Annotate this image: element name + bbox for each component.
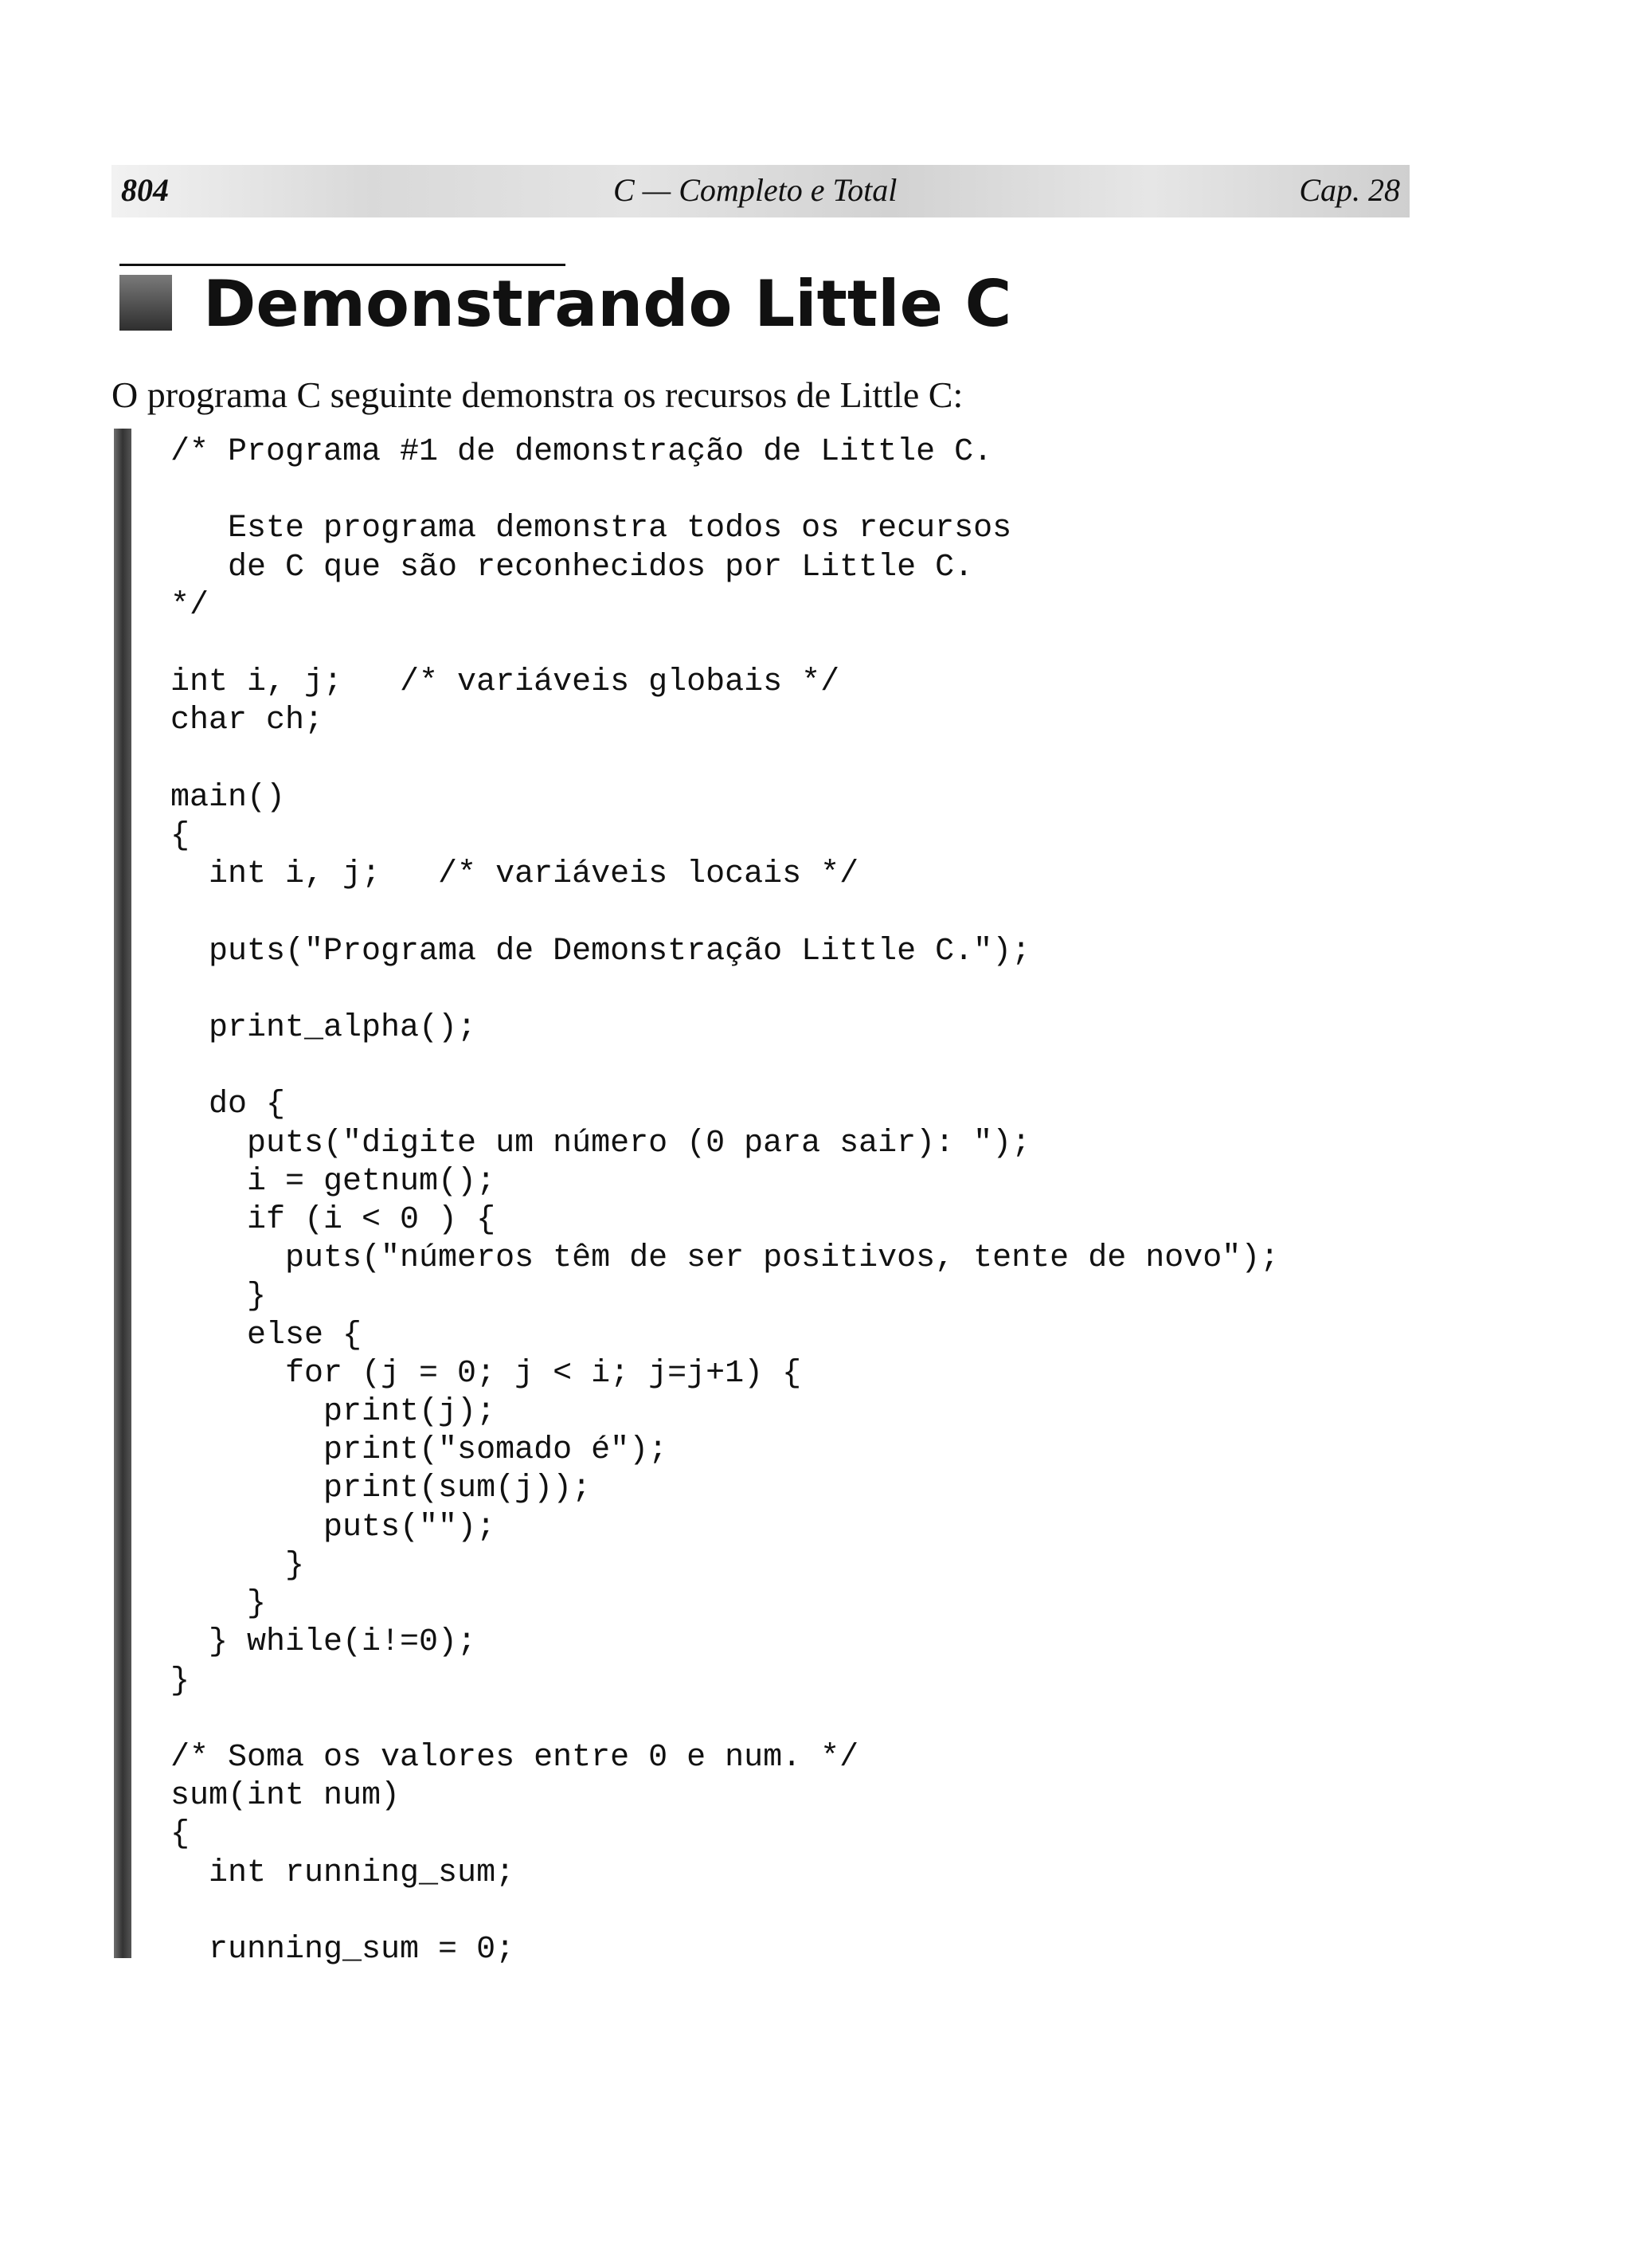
code-line: for (j = 0; j < i; j=j+1) { [170, 1355, 802, 1392]
code-line: { [170, 818, 190, 855]
intro-paragraph: O programa C seguinte demonstra os recursos de Little C: [111, 374, 964, 415]
code-listing [170, 433, 1279, 1969]
code-line: de C que são reconhecidos por Little C. [170, 549, 974, 586]
code-line: int i, j; /* variáveis locais */ [170, 856, 859, 893]
section-marker-square [119, 275, 172, 331]
code-line: print("somado é"); [170, 1432, 668, 1469]
code-line: sum(int num) [170, 1778, 401, 1815]
code-line: /* Soma os valores entre 0 e num. */ [170, 1739, 859, 1776]
code-line: print(sum(j)); [170, 1471, 592, 1507]
code-line: int running_sum; [170, 1855, 515, 1891]
code-line: puts("Programa de Demonstração Little C."); [170, 933, 1031, 969]
code-line: } [170, 1663, 190, 1699]
code-line: } [170, 1547, 305, 1584]
code-line: puts("números têm de ser positivos, tente de novo"); [170, 1240, 1280, 1277]
code-line: } while(i!=0); [170, 1624, 477, 1661]
code-line: char ch; [170, 703, 324, 739]
code-line: Este programa demonstra todos os recursos [170, 511, 1012, 547]
code-line: */ [170, 587, 209, 624]
code-line: /* Programa #1 de demonstração de Little C. [170, 434, 993, 470]
code-line: int i, j; /* variáveis globais */ [170, 664, 840, 701]
code-line: } [170, 1586, 267, 1623]
code-line: if (i < 0 ) { [170, 1202, 496, 1239]
code-line: print_alpha(); [170, 1010, 477, 1047]
code-line: { [170, 1816, 190, 1853]
code-line: puts(""); [170, 1509, 496, 1545]
code-line: print(j); [170, 1394, 496, 1431]
code-line: do { [170, 1087, 286, 1123]
code-line: i = getnum(); [170, 1163, 496, 1200]
book-title: C — Completo e Total [613, 172, 898, 208]
page-number: 804 [121, 172, 169, 208]
code-line: puts("digite um número (0 para sair): "); [170, 1125, 1031, 1161]
code-line: running_sum = 0; [170, 1931, 515, 1968]
code-line: main() [170, 779, 286, 816]
code-line: } [170, 1279, 267, 1315]
code-listing-bar [114, 429, 131, 1958]
chapter-label: Cap. 28 [1299, 172, 1400, 208]
code-line: else { [170, 1317, 362, 1353]
running-header [111, 165, 1410, 217]
section-title: Demonstrando Little C [203, 267, 1012, 341]
